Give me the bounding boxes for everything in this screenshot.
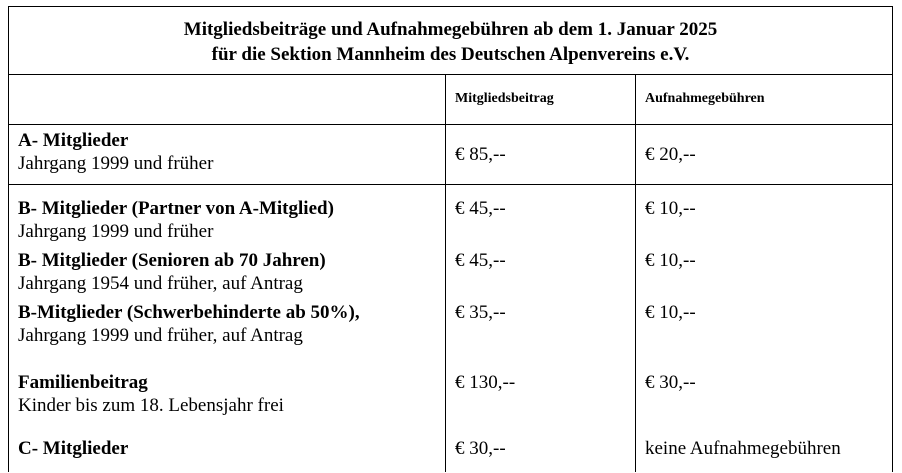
row-b-seniors-admission: € 10,-- (645, 250, 696, 271)
row-c-admission: keine Aufnahmegebühren (645, 438, 841, 459)
row-b-seniors-fee: € 45,-- (455, 250, 506, 271)
row-b-seniors (18, 249, 326, 295)
row-detail: Jahrgang 1999 und früher (18, 221, 214, 242)
title-line-1: Mitgliedsbeiträge und Aufnahmegebühren ab dem 1. Januar 2025 (183, 19, 718, 40)
row-name: Familienbeitrag (18, 372, 148, 393)
row-family (18, 371, 284, 417)
table-title (9, 17, 892, 67)
column-divider-1 (445, 74, 446, 472)
fee-table (8, 6, 893, 472)
row-b-disabled (18, 301, 360, 347)
column-divider-2 (635, 74, 636, 472)
row-detail: Kinder bis zum 18. Lebensjahr frei (18, 395, 284, 416)
row-name: B- Mitglieder (Partner von A-Mitglied) (18, 198, 334, 219)
row-detail: Jahrgang 1954 und früher, auf Antrag (18, 273, 303, 294)
row-name: C- Mitglieder (18, 438, 129, 459)
column-header-fee: Mitgliedsbeitrag (455, 91, 554, 106)
title-line-2: für die Sektion Mannheim des Deutschen Alpenvereins e.V. (211, 44, 690, 65)
row-b-partner (18, 197, 334, 243)
row-b-partner-admission: € 10,-- (645, 198, 696, 219)
column-header-admission: Aufnahmegebühren (645, 91, 765, 106)
divider-a-members (9, 184, 892, 185)
row-c-fee: € 30,-- (455, 438, 506, 459)
row-a-fee: € 85,-- (455, 144, 506, 165)
row-a-members (18, 129, 213, 175)
row-b-disabled-admission: € 10,-- (645, 302, 696, 323)
row-name: A- Mitglieder (18, 130, 129, 151)
row-c-members (18, 437, 128, 460)
row-detail: Jahrgang 1999 und früher, auf Antrag (18, 325, 303, 346)
divider-title (9, 74, 892, 75)
row-family-admission: € 30,-- (645, 372, 696, 393)
row-name: B- Mitglieder (Senioren ab 70 Jahren) (18, 250, 326, 271)
row-b-disabled-fee: € 35,-- (455, 302, 506, 323)
row-name: B-Mitglieder (Schwerbehinderte ab 50%), (18, 302, 360, 323)
row-family-fee: € 130,-- (455, 372, 516, 393)
divider-header (9, 124, 892, 125)
row-b-partner-fee: € 45,-- (455, 198, 506, 219)
row-detail: Jahrgang 1999 und früher (18, 153, 214, 174)
row-a-admission: € 20,-- (645, 144, 696, 165)
